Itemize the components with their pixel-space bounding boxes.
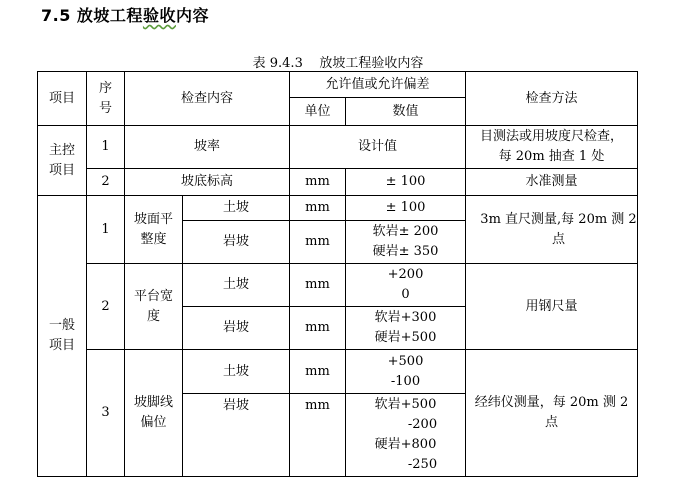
slope-type-cell: 土坡 — [183, 350, 290, 394]
slope-type-cell: 岩坡 — [183, 221, 290, 264]
method-cell: 经纬仪测量，每 20m 测 2 点 — [466, 350, 638, 477]
seq-cell: 1 — [87, 196, 125, 264]
header-value: 数值 — [346, 98, 466, 126]
unit-cell: mm — [290, 350, 346, 394]
value-cell: +200 0 — [346, 264, 466, 307]
section-number: 7.5 — [41, 6, 71, 25]
value-cell: 软岩+300 硬岩+500 — [346, 307, 466, 350]
slope-type-cell: 土坡 — [183, 264, 290, 307]
method-cell: 用钢尺量 — [466, 264, 638, 350]
value-cell: 软岩+500 -200 硬岩+800 -250 — [346, 394, 466, 477]
section-title-underlined: 验收 — [142, 6, 176, 25]
content-cell: 坡底标高 — [125, 169, 290, 196]
seq-cell: 3 — [87, 350, 125, 477]
header-content: 检查内容 — [125, 72, 290, 126]
section-heading — [41, 3, 209, 26]
unit-cell: mm — [290, 307, 346, 350]
section-title-main: 放坡工程 — [76, 6, 143, 25]
section-title-end: 内容 — [175, 6, 209, 25]
item-name-cell: 坡脚线 偏位 — [125, 350, 183, 477]
acceptance-table — [37, 71, 638, 477]
value-cell: +500 -100 — [346, 350, 466, 394]
method-cell: 目测法或用坡度尺检查， 每 20m 抽查 1 处 — [466, 126, 638, 169]
value-cell: ± 100 — [346, 196, 466, 221]
method-cell: 3m 直尺测量,每 20m 测 2 点 — [466, 196, 638, 264]
header-seq: 序 号 — [87, 72, 125, 126]
unit-cell: mm — [290, 196, 346, 221]
header-method: 检查方法 — [466, 72, 638, 126]
header-tolerance: 允许值或允许偏差 — [290, 72, 466, 98]
seq-cell: 2 — [87, 169, 125, 196]
header-item: 项目 — [38, 72, 87, 126]
unit-cell: mm — [290, 221, 346, 264]
value-cell: 软岩± 200 硬岩± 350 — [346, 221, 466, 264]
unit-cell: mm — [290, 394, 346, 477]
seq-cell: 1 — [87, 126, 125, 169]
seq-cell: 2 — [87, 264, 125, 350]
method-cell: 水准测量 — [466, 169, 638, 196]
content-cell: 坡率 — [125, 126, 290, 169]
main-control-label: 主控 项目 — [38, 126, 87, 196]
unit-cell: mm — [290, 169, 346, 196]
item-name-cell: 平台宽 度 — [125, 264, 183, 350]
allowed-cell: 设计值 — [290, 126, 466, 169]
slope-type-cell: 岩坡 — [183, 307, 290, 350]
slope-type-cell: 土坡 — [183, 196, 290, 221]
item-name-cell: 坡面平 整度 — [125, 196, 183, 264]
value-cell: ± 100 — [346, 169, 466, 196]
header-unit: 单位 — [290, 98, 346, 126]
table-caption: 表 9.4.3 放坡工程验收内容 — [252, 56, 424, 71]
slope-type-cell: 岩坡 — [183, 394, 290, 477]
unit-cell: mm — [290, 264, 346, 307]
general-label: 一般 项目 — [38, 196, 87, 477]
